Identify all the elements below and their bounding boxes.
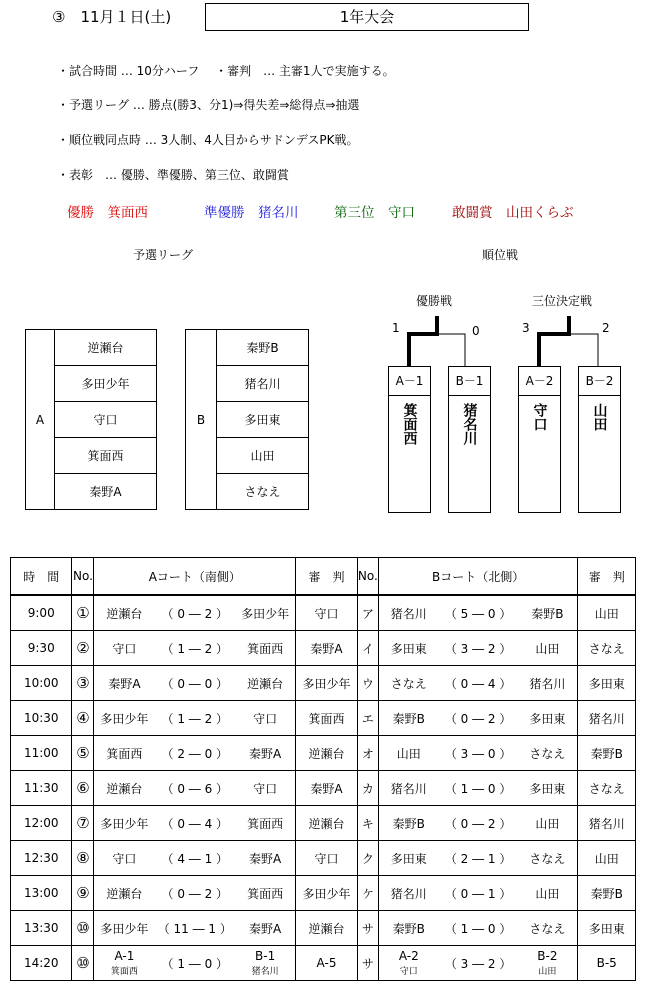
a-referee: 逆瀬台	[296, 736, 358, 771]
team-name: B-1	[255, 949, 276, 963]
a-court-match	[94, 876, 296, 911]
b-referee: 秦野B	[578, 876, 636, 911]
header-a-court: Aコート（南側）	[94, 558, 296, 596]
schedule-row	[11, 701, 636, 736]
team-name: さなえ	[529, 746, 566, 761]
match-score: （ 1 ― 0 ）	[444, 921, 512, 936]
match-line	[94, 745, 295, 762]
info-line: ・順位戦同点時 … 3人制、4人目からサドンデスPK戦。	[57, 133, 359, 147]
match-score: （ 0 ― 2 ）	[444, 816, 512, 831]
group-a-table	[25, 329, 157, 510]
away-team	[520, 885, 574, 902]
team-name-vertical	[519, 403, 560, 436]
league-heading: 予選リーグ	[133, 248, 194, 262]
b-referee: 多田東	[578, 911, 636, 946]
away-team	[520, 949, 574, 977]
team-code: A－1	[389, 367, 430, 396]
match-line	[379, 745, 578, 762]
ranking-heading: 順位戦	[482, 248, 519, 262]
away-team	[238, 885, 292, 902]
home-team	[97, 815, 151, 832]
a-referee: A-5	[296, 946, 358, 981]
a-match-number: ⑦	[72, 806, 94, 841]
away-team	[520, 850, 574, 867]
away-team	[238, 949, 292, 977]
b-match-number: エ	[357, 701, 378, 736]
header-b-court: Bコート（北側）	[378, 558, 578, 596]
match-time: 13:00	[11, 876, 72, 911]
away-team	[238, 920, 292, 937]
final-team-box	[448, 366, 491, 513]
b-referee: B-5	[578, 946, 636, 981]
match-time: 13:30	[11, 911, 72, 946]
info-line: ・予選リーグ … 勝点(勝3、分1)⇒得失差⇒総得点⇒抽選	[57, 98, 360, 112]
home-team	[97, 920, 151, 937]
team-code: B－1	[449, 367, 490, 396]
b-court-match	[378, 736, 578, 771]
home-team	[382, 605, 436, 622]
a-referee: 逆瀬台	[296, 806, 358, 841]
match-line	[94, 815, 295, 832]
a-match-number: ⑧	[72, 841, 94, 876]
team-name: 秦野A	[249, 746, 282, 761]
team-name: 多田少年	[241, 606, 290, 621]
match-line	[379, 949, 578, 977]
schedule-row	[11, 806, 636, 841]
team-name: 守口	[253, 781, 278, 796]
away-team	[520, 710, 574, 727]
team-code: B－2	[579, 367, 620, 396]
schedule-row	[11, 911, 636, 946]
a-court-match	[94, 631, 296, 666]
b-court-match	[378, 595, 578, 631]
home-team	[97, 675, 151, 692]
team-name: 多田少年	[100, 921, 149, 936]
third-team-box	[578, 366, 621, 513]
match-score: （ 5 ― 0 ）	[444, 606, 512, 621]
bracket-lines	[380, 300, 640, 370]
b-referee: さなえ	[578, 771, 636, 806]
home-team	[97, 850, 151, 867]
away-team	[238, 815, 292, 832]
info-line: ・表彰 … 優勝、準優勝、第三位、敢闘賞	[57, 168, 289, 182]
third-team-box	[518, 366, 561, 513]
team-name: 多田東	[529, 781, 566, 796]
group-b-table	[185, 329, 309, 510]
a-referee: 秦野A	[296, 771, 358, 806]
match-line	[379, 815, 578, 832]
b-referee: 多田東	[578, 666, 636, 701]
match-score: （ 2 ― 0 ）	[161, 746, 229, 761]
a-court-match	[94, 806, 296, 841]
home-team	[382, 920, 436, 937]
team-name: 逆瀬台	[106, 781, 143, 796]
schedule-row	[11, 841, 636, 876]
a-court-match	[94, 911, 296, 946]
a-referee: 多田少年	[296, 876, 358, 911]
match-score: （ 0 ― 6 ）	[161, 781, 229, 796]
schedule-row	[11, 631, 636, 666]
home-team	[382, 640, 436, 657]
match-line	[379, 710, 578, 727]
a-referee: 守口	[296, 841, 358, 876]
match-line	[379, 850, 578, 867]
match-score: （ 1 ― 2 ）	[161, 641, 229, 656]
team-name: 猪名川	[461, 403, 478, 445]
team-name: さなえ	[390, 676, 427, 691]
b-match-number: イ	[357, 631, 378, 666]
match-line	[379, 885, 578, 902]
home-team	[97, 885, 151, 902]
b-referee: 秦野B	[578, 736, 636, 771]
match-score: （ 4 ― 1 ）	[161, 851, 229, 866]
team-name: 秦野A	[249, 851, 282, 866]
a-court-match	[94, 771, 296, 806]
away-team	[238, 640, 292, 657]
away-team	[238, 850, 292, 867]
header-time: 時 間	[11, 558, 72, 596]
home-team	[97, 949, 151, 977]
match-time: 9:00	[11, 595, 72, 631]
third-left-score: 3	[522, 321, 530, 335]
away-team	[520, 780, 574, 797]
match-line	[94, 710, 295, 727]
home-team	[97, 640, 151, 657]
match-line	[94, 920, 295, 937]
team-name-vertical	[579, 403, 620, 436]
b-match-number: キ	[357, 806, 378, 841]
b-match-number: カ	[357, 771, 378, 806]
b-match-number: ウ	[357, 666, 378, 701]
team-sub: 守口	[399, 967, 418, 977]
match-score: （ 2 ― 1 ）	[444, 851, 512, 866]
b-match-number: ア	[357, 595, 378, 631]
final-right-score: 0	[472, 324, 480, 338]
team-name: 秦野B	[392, 711, 425, 726]
header-no: No.	[72, 558, 94, 596]
team-name: A-2	[398, 949, 419, 963]
a-match-number: ⑤	[72, 736, 94, 771]
team-name: さなえ	[529, 851, 566, 866]
result-winner: 優勝 箕面西	[67, 205, 148, 221]
team-name: 秦野B	[531, 606, 564, 621]
team-name: 逆瀬台	[106, 886, 143, 901]
b-referee: 山田	[578, 841, 636, 876]
team-name: 猪名川	[390, 606, 427, 621]
match-score: （ 0 ― 2 ）	[161, 606, 229, 621]
match-time: 12:30	[11, 841, 72, 876]
team-name: 猪名川	[390, 781, 427, 796]
b-match-number: サ	[357, 946, 378, 981]
b-match-number: ケ	[357, 876, 378, 911]
match-time: 12:00	[11, 806, 72, 841]
away-team	[238, 710, 292, 727]
b-court-match	[378, 631, 578, 666]
match-line	[379, 640, 578, 657]
match-line	[379, 920, 578, 937]
third-right-score: 2	[602, 321, 610, 335]
team-name: 猪名川	[390, 886, 427, 901]
home-team	[97, 780, 151, 797]
team-name: 秦野A	[108, 676, 141, 691]
a-referee: 秦野A	[296, 631, 358, 666]
home-team	[382, 745, 436, 762]
home-team	[382, 710, 436, 727]
team-name: 逆瀬台	[106, 606, 143, 621]
away-team	[238, 675, 292, 692]
match-score: （ 1 ― 0 ）	[161, 956, 229, 971]
a-court-match	[94, 841, 296, 876]
team-name: 猪名川	[529, 676, 566, 691]
match-line	[94, 885, 295, 902]
b-match-number: オ	[357, 736, 378, 771]
home-team	[382, 815, 436, 832]
team-name: 守口	[112, 641, 137, 656]
away-team	[238, 605, 292, 622]
a-court-match	[94, 946, 296, 981]
b-referee: 山田	[578, 595, 636, 631]
home-team	[382, 675, 436, 692]
team-name: 多田東	[390, 641, 427, 656]
b-court-match	[378, 771, 578, 806]
b-referee: 猪名川	[578, 806, 636, 841]
away-team	[238, 780, 292, 797]
match-score: （ 1 ― 0 ）	[444, 781, 512, 796]
schedule-row	[11, 771, 636, 806]
group-b-team: 秦野B	[217, 330, 309, 366]
a-referee: 逆瀬台	[296, 911, 358, 946]
schedule-row	[11, 876, 636, 911]
away-team	[520, 640, 574, 657]
team-name-vertical	[449, 403, 490, 450]
match-score: （ 3 ― 2 ）	[444, 641, 512, 656]
tournament-title: 1年大会	[205, 3, 529, 31]
b-court-match	[378, 946, 578, 981]
team-name: 多田少年	[100, 711, 149, 726]
b-referee: さなえ	[578, 631, 636, 666]
home-team	[382, 850, 436, 867]
group-a-team: 箕面西	[55, 438, 157, 474]
b-court-match	[378, 876, 578, 911]
b-court-match	[378, 666, 578, 701]
a-match-number: ②	[72, 631, 94, 666]
b-court-match	[378, 911, 578, 946]
schedule-table	[10, 557, 636, 981]
match-score: （ 0 ― 0 ）	[161, 676, 229, 691]
away-team	[238, 745, 292, 762]
a-match-number: ⑩	[72, 946, 94, 981]
team-name: 箕面西	[401, 403, 418, 445]
group-b-team: 多田東	[217, 402, 309, 438]
team-name: 守口	[253, 711, 278, 726]
match-score: （ 0 ― 4 ）	[444, 676, 512, 691]
team-name: 山田	[535, 641, 560, 656]
team-name: 守口	[112, 851, 137, 866]
group-b-team: 山田	[217, 438, 309, 474]
group-b-team: さなえ	[217, 474, 309, 510]
b-referee: 猪名川	[578, 701, 636, 736]
team-code: A－2	[519, 367, 560, 396]
team-name: 秦野B	[392, 816, 425, 831]
home-team	[382, 780, 436, 797]
b-court-match	[378, 806, 578, 841]
team-name: さなえ	[529, 921, 566, 936]
team-name: 秦野A	[249, 921, 282, 936]
away-team	[520, 920, 574, 937]
team-name: 山田	[396, 746, 421, 761]
result-runner-up: 準優勝 猪名川	[204, 205, 299, 221]
header-a-referee: 審 判	[296, 558, 358, 596]
a-referee: 守口	[296, 595, 358, 631]
match-time: 10:00	[11, 666, 72, 701]
b-match-number: ク	[357, 841, 378, 876]
schedule-row	[11, 736, 636, 771]
team-sub: 箕面西	[110, 967, 138, 977]
team-sub: 猪名川	[251, 967, 279, 977]
a-match-number: ⑥	[72, 771, 94, 806]
a-match-number: ⑩	[72, 911, 94, 946]
match-line	[379, 675, 578, 692]
match-line	[379, 605, 578, 622]
match-line	[379, 780, 578, 797]
match-score: （ 0 ― 1 ）	[444, 886, 512, 901]
team-name: 箕面西	[106, 746, 143, 761]
a-court-match	[94, 595, 296, 631]
team-name: 多田東	[390, 851, 427, 866]
final-team-box	[388, 366, 431, 513]
team-sub: 山田	[538, 967, 557, 977]
team-name: B-2	[537, 949, 558, 963]
a-match-number: ⑨	[72, 876, 94, 911]
group-a-team: 秦野A	[55, 474, 157, 510]
match-line	[94, 605, 295, 622]
a-court-match	[94, 736, 296, 771]
team-name: 山田	[535, 886, 560, 901]
team-name: 秦野B	[392, 921, 425, 936]
b-court-match	[378, 841, 578, 876]
a-match-number: ①	[72, 595, 94, 631]
home-team	[382, 949, 436, 977]
header-b-referee: 審 判	[578, 558, 636, 596]
team-name: 多田東	[529, 711, 566, 726]
away-team	[520, 815, 574, 832]
final-label: 優勝戦	[416, 294, 453, 308]
b-match-number: サ	[357, 911, 378, 946]
schedule-header-row	[11, 558, 636, 596]
a-court-match	[94, 666, 296, 701]
match-score: （ 11 ― 1 ）	[157, 921, 232, 936]
team-name: 箕面西	[247, 816, 284, 831]
group-b-team: 猪名川	[217, 366, 309, 402]
team-name: 箕面西	[247, 886, 284, 901]
third-place-label: 三位決定戦	[532, 294, 593, 308]
match-line	[94, 850, 295, 867]
match-time: 9:30	[11, 631, 72, 666]
info-line: ・試合時間 … 10分ハーフ ・審判 … 主審1人で実施する。	[57, 64, 395, 78]
a-referee: 箕面西	[296, 701, 358, 736]
match-score: （ 3 ― 2 ）	[444, 956, 512, 971]
home-team	[97, 710, 151, 727]
a-referee: 多田少年	[296, 666, 358, 701]
team-name: 山田	[591, 403, 608, 431]
result-fighting-spirit: 敢闘賞 山田くらぶ	[452, 205, 574, 221]
team-name: 箕面西	[247, 641, 284, 656]
match-score: （ 3 ― 0 ）	[444, 746, 512, 761]
match-line	[94, 640, 295, 657]
match-time: 10:30	[11, 701, 72, 736]
away-team	[520, 605, 574, 622]
a-match-number: ③	[72, 666, 94, 701]
group-b-label: B	[186, 330, 217, 510]
group-a-team: 守口	[55, 402, 157, 438]
a-match-number: ④	[72, 701, 94, 736]
home-team	[97, 745, 151, 762]
schedule-row	[11, 666, 636, 701]
away-team	[520, 745, 574, 762]
schedule-row	[11, 946, 636, 981]
group-a-team: 多田少年	[55, 366, 157, 402]
result-third: 第三位 守口	[334, 205, 415, 221]
match-score: （ 0 ― 2 ）	[444, 711, 512, 726]
team-name: 守口	[531, 403, 548, 431]
schedule-row	[11, 595, 636, 631]
team-name: A-1	[114, 949, 135, 963]
away-team	[520, 675, 574, 692]
team-name: 逆瀬台	[247, 676, 284, 691]
b-court-match	[378, 701, 578, 736]
a-court-match	[94, 701, 296, 736]
team-name: 多田少年	[100, 816, 149, 831]
match-line	[94, 949, 295, 977]
team-name: 山田	[535, 816, 560, 831]
match-score: （ 0 ― 4 ）	[161, 816, 229, 831]
match-score: （ 0 ― 2 ）	[161, 886, 229, 901]
match-time: 11:00	[11, 736, 72, 771]
group-a-label: A	[26, 330, 55, 510]
group-a-team: 逆瀬台	[55, 330, 157, 366]
team-name-vertical	[389, 403, 430, 450]
home-team	[97, 605, 151, 622]
home-team	[382, 885, 436, 902]
match-score: （ 1 ― 2 ）	[161, 711, 229, 726]
match-time: 11:30	[11, 771, 72, 806]
match-line	[94, 780, 295, 797]
header-no: No.	[357, 558, 378, 596]
match-time: 14:20	[11, 946, 72, 981]
final-left-score: 1	[392, 321, 400, 335]
tournament-date: ③ 11月１日(土)	[52, 8, 172, 26]
match-line	[94, 675, 295, 692]
